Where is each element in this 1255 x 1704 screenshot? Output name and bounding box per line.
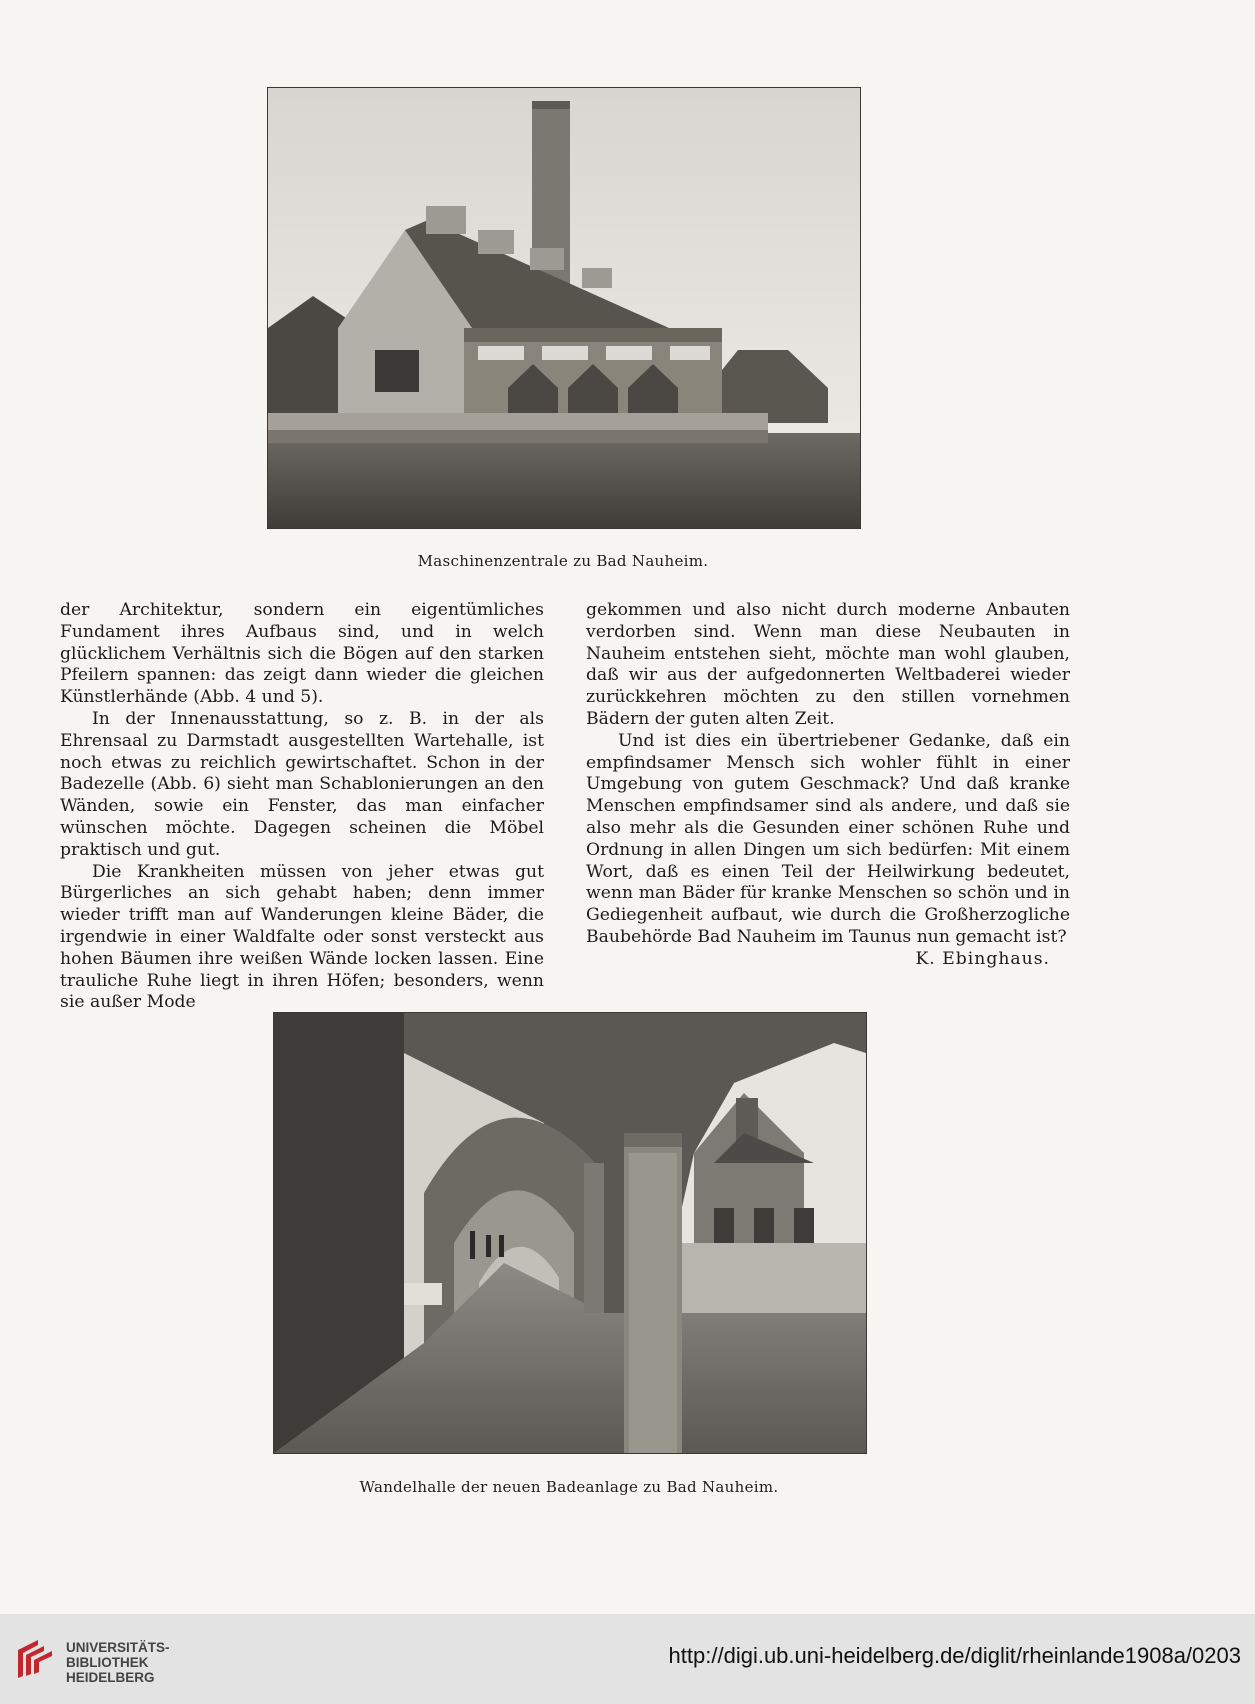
text-column-right [586,600,1070,971]
paragraph: Die Krankheiten müssen von jeher etwas gut Bürgerliches an sich gehabt haben; denn immer wieder trifft man auf Wanderungen kleine Bäder, die irgendwie in einer Waldfalte oder sonst versteckt aus hohen Bäumen ihre weißen Wände locken lassen. Eine trauliche Ruhe liegt in ihren Höfen; besonders, wenn sie außer Mode [60,861,544,1013]
paragraph: Und ist dies ein übertriebener Gedanke, daß ein empfindsamer Mensch sich wohler fühlt in einer Umgebung von gutem Geschmack? Und daß kranke Menschen empfindsamer sind als andere, und daß sie also mehr als die Gesunden einer schönen Ruhe und Ordnung in allen Dingen um sich bedürfen: Mit einem Wort, daß es einen Teil der Heilwirkung bedeutet, wenn man Bäder für kranke Menschen so schön und in Gediegenheit aufbaut, wie durch die Großherzogliche Baubehörde Bad Nauheim im Taunus nun gemacht ist? [586,730,1070,947]
paragraph: der Architektur, sondern ein eigentümliches Fundament ihres Aufbaus sind, und in welch glücklichem Verhältnis sich die Bögen auf den starken Pfeilern spannen: das zeigt dann wieder die gleichen Künstlerhände (Abb. 4 und 5). [60,600,544,708]
permalink-url[interactable]: http://digi.ub.uni-heidelberg.de/diglit/rheinlande1908a/0203 [668,1643,1241,1668]
paragraph: gekommen und also nicht durch moderne Anbauten verdorben sind. Wenn man diese Neubauten in Nauheim entstehen sieht, möchte man wohl glauben, daß wir aus der aufgedonnerten Weltbaderei wieder zurückkehren möchten zu den stillen vornehmen Bädern der guten alten Zeit. [586,600,1070,729]
logo-line: HEIDELBERG [66,1670,155,1685]
figure-caption-1: Maschinenzentrale zu Bad Nauheim. [417,552,709,570]
photo-wandelhalle [273,1012,867,1454]
library-logo-icon[interactable] [14,1636,58,1682]
text-column-left [60,600,544,1014]
figure-caption-2: Wandelhalle der neuen Badeanlage zu Bad Nauheim. [359,1478,779,1496]
logo-line: UNIVERSITÄTS- [66,1640,170,1655]
library-logo-text[interactable] [66,1640,170,1685]
author-signature: K. Ebinghaus. [915,948,1050,969]
paragraph: In der Innenausstattung, so z. B. in der als Ehrensaal zu Darmstadt ausgestellten Wartehalle, ist noch etwas zu reichlich gewirtschaftet. Schon in der Badezelle (Abb. 6) sieht man Schablonierungen an den Wänden, sowie ein Fenster, das man einfacher wünschen möchte. Dagegen scheinen die Möbel praktisch und gut. [60,708,544,860]
logo-line: BIBLIOTHEK [66,1655,149,1670]
library-footer [0,1614,1255,1704]
photo-maschinenzentrale [267,87,861,529]
